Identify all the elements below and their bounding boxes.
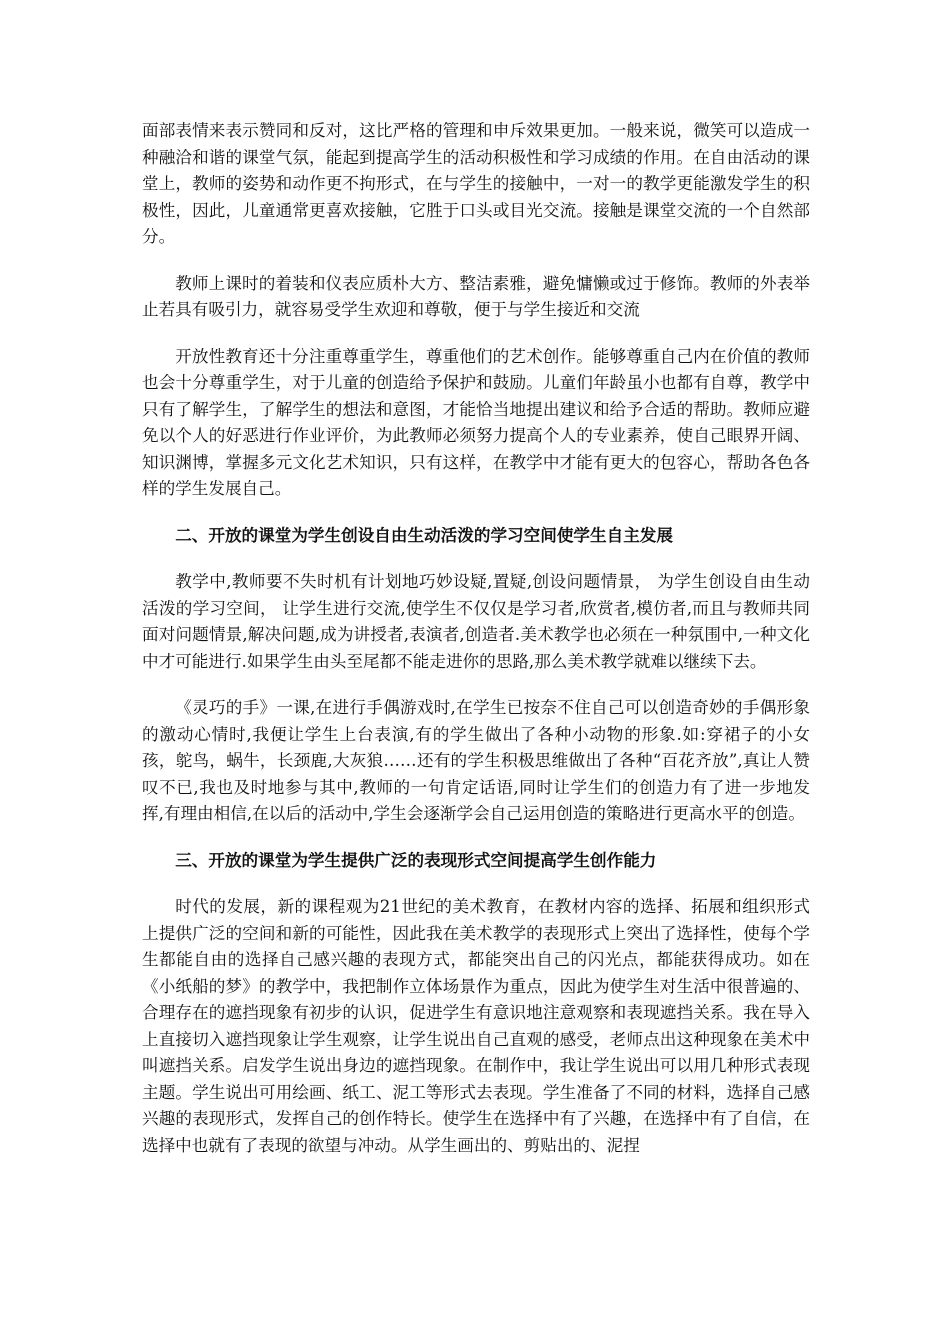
paragraph-teaching-questions: 教学中,教师要不失时机有计划地巧妙设疑,置疑,创设问题情景， 为学生创设自由生动活泼的学习空间， 让学生进行交流,使学生不仅仅是学习者,欣赏者,模仿者,而且与教师共同面对问题情景,解决问题,成为讲授者,表演者,创造者.美术教学也必须在一种氛围中,一种文化中才可能进行.如果学生由头至尾都不能走进你的思路,那么美术教学就难以继续下去。: [142, 572, 810, 671]
section-heading-3: 三、开放的课堂为学生提供广泛的表现形式空间提高学生创作能力: [175, 850, 657, 870]
paragraph-clever-hands-lesson: 《灵巧的手》一课,在进行手偶游戏时,在学生已按奈不住自己可以创造奇妙的手偶形象的激动心情时,我便让学生上台表演,有的学生做出了各种小动物的形象.如:穿裙子的小女孩，鸵鸟，蜗牛，长颈鹿,大灰狼……还有的学生积极思维做出了各种“百花齐放”,真让人赞叹不已,我也及时地参与其中,教师的一句肯定话语,同时让学生们的创造力有了进一步地发挥,有理由相信,在以后的活动中,学生会逐渐学会自己运用创造的策略进行更高水平的创造。: [142, 698, 810, 823]
paragraph-respect-students: 开放性教育还十分注重尊重学生，尊重他们的艺术创作。能够尊重自己内在价值的教师也会十分尊重学生，对于儿童的创造给予保护和鼓励。儿童们年龄虽小也都有自尊，教学中只有了解学生，了解学生的想法和意图，才能恰当地提出建议和给予合适的帮助。教师应避免以个人的好恶进行作业评价，为此教师必须努力提高个人的专业素养，使自己眼界开阔、知识渊博，掌握多元文化艺术知识，只有这样，在教学中才能有更大的包容心，帮助各色各样的学生发展自己。: [142, 346, 810, 498]
paragraph-teacher-appearance: 教师上课时的着装和仪表应质朴大方、整洁素雅，避免慵懒或过于修饰。教师的外表举止若具有吸引力，就容易受学生欢迎和尊敬，便于与学生接近和交流: [142, 273, 810, 319]
document-page: [142, 118, 810, 1159]
paragraph-facial-expression: 面部表情来表示赞同和反对，这比严格的管理和申斥效果更加。一般来说，微笑可以造成一种融洽和谐的课堂气氛，能起到提高学生的活动积极性和学习成绩的作用。在自由活动的课堂上，教师的姿势和动作更不拘形式，在与学生的接触中，一对一的教学更能激发学生的积极性，因此，儿童通常更喜欢接触，它胜于口头或目光交流。接触是课堂交流的一个自然部分。: [142, 121, 810, 246]
section-heading-2: 二、开放的课堂为学生创设自由生动活泼的学习空间使学生自主发展: [175, 525, 673, 545]
paragraph-expression-forms: 时代的发展，新的课程观为21世纪的美术教育，在教材内容的选择、拓展和组织形式上提供广泛的空间和新的可能性，因此我在美术教学的表现形式上突出了选择性，使每个学生都能自由的选择自己感兴趣的表现方式，都能突出自己的闪光点，都能获得成功。如在《小纸船的梦》的教学中，我把制作立体场景作为重点，因此为使学生对生活中很普遍的、合理存在的遮挡现象有初步的认识，促进学生有意识地注意观察和表现遮挡关系。我在导入上直接切入遮挡现象让学生观察，让学生说出自己直观的感受，老师点出这种现象在美术中叫遮挡关系。启发学生说出身边的遮挡现象。在制作中，我让学生说出可以用几种形式表现主题。学生说出可用绘画、纸工、泥工等形式去表现。学生准备了不同的材料，选择自己感兴趣的表现形式，发挥自己的创作特长。使学生在选择中有了兴趣，在选择中有了自信，在选择中也就有了表现的欲望与冲动。从学生画出的、剪贴出的、泥捏: [142, 897, 810, 1155]
